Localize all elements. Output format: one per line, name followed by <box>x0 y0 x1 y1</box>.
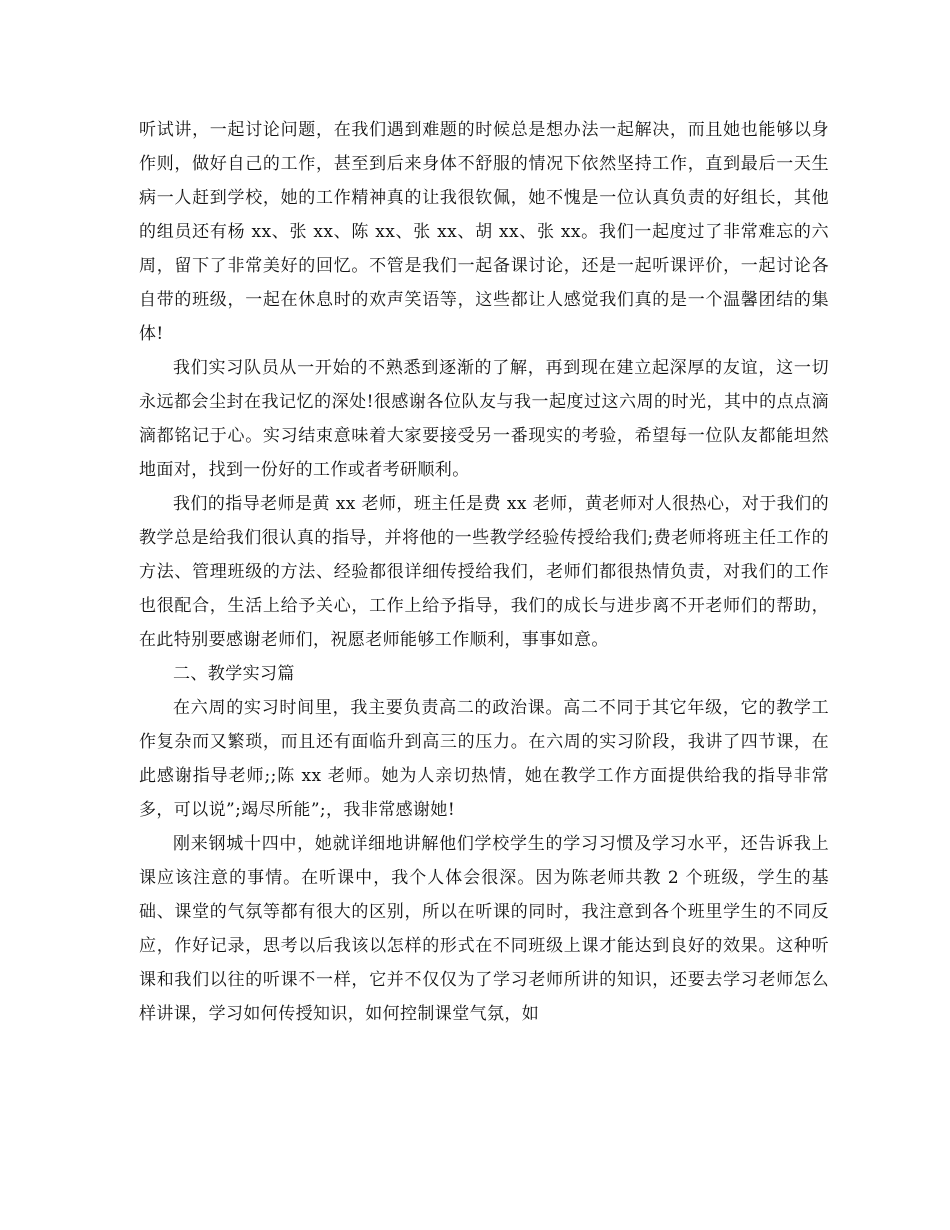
paragraph-teacher-thanks: 我们的指导老师是黄 xx 老师，班主任是费 xx 老师，黄老师对人很热心，对于我们的教学总是给我们很认真的指导，并将他的一些教学经验传授给我们;费老师将班主任工作的方法、管理班级的方法、经验都很详细传授给我们，老师们都很热情负责，对我们的工作也很配合，生活上给予关心，工作上给予指导，我们的成长与进步离不开老师们的帮助，在此特别要感谢老师们，祝愿老师能够工作顺利，事事如意。 <box>139 494 829 650</box>
document-body <box>139 113 829 1031</box>
paragraph-listening-experience: 刚来钢城十四中，她就详细地讲解他们学校学生的学习习惯及学习水平，还告诉我上课应该注意的事情。在听课中，我个人体会很深。因为陈老师共教 2 个班级，学生的基础、课堂的气氛等都有很大的区别，所以在听课的同时，我注意到各个班里学生的不同反应，作好记录，思考以后我该以怎样的形式在不同班级上课才能达到良好的效果。这种听课和我们以往的听课不一样，它并不仅仅为了学习老师所讲的知识，还要去学习老师怎么样讲课，学习如何传授知识，如何控制课堂气氛，如 <box>139 834 829 1024</box>
paragraph-teaching-work: 在六周的实习时间里，我主要负责高二的政治课。高二不同于其它年级，它的教学工作复杂而又繁琐，而且还有面临升到高三的压力。在六周的实习阶段，我讲了四节课，在此感谢指导老师;;陈 xx 老师。她为人亲切热情，她在教学工作方面提供给我的指导非常多，可以说”;竭尽所能”;，我非常感谢她! <box>139 698 829 820</box>
paragraph-continued: 听试讲，一起讨论问题，在我们遇到难题的时候总是想办法一起解决，而且她也能够以身作则，做好自己的工作，甚至到后来身体不舒服的情况下依然坚持工作，直到最后一天生病一人赶到学校，她的工作精神真的让我很钦佩，她不愧是一位认真负责的好组长，其他的组员还有杨 xx、张 xx、陈 xx、张 xx、胡 xx、张 xx。我们一起度过了非常难忘的六周，留下了非常美好的回忆。不管是我们一起备课讨论，还是一起听课评价，一起讨论各自带的班级，一起在休息时的欢声笑语等，这些都让人感觉我们真的是一个温馨团结的集体! <box>139 120 829 344</box>
section-heading: 二、教学实习篇 <box>173 664 295 684</box>
paragraph-team-friendship: 我们实习队员从一开始的不熟悉到逐渐的了解，再到现在建立起深厚的友谊，这一切永远都会尘封在我记忆的深处!很感谢各位队友与我一起度过这六周的时光，其中的点点滴滴都铭记于心。实习结束意味着大家要接受另一番现实的考验，希望每一位队友都能坦然地面对，找到一份好的工作或者考研顺利。 <box>139 358 829 480</box>
